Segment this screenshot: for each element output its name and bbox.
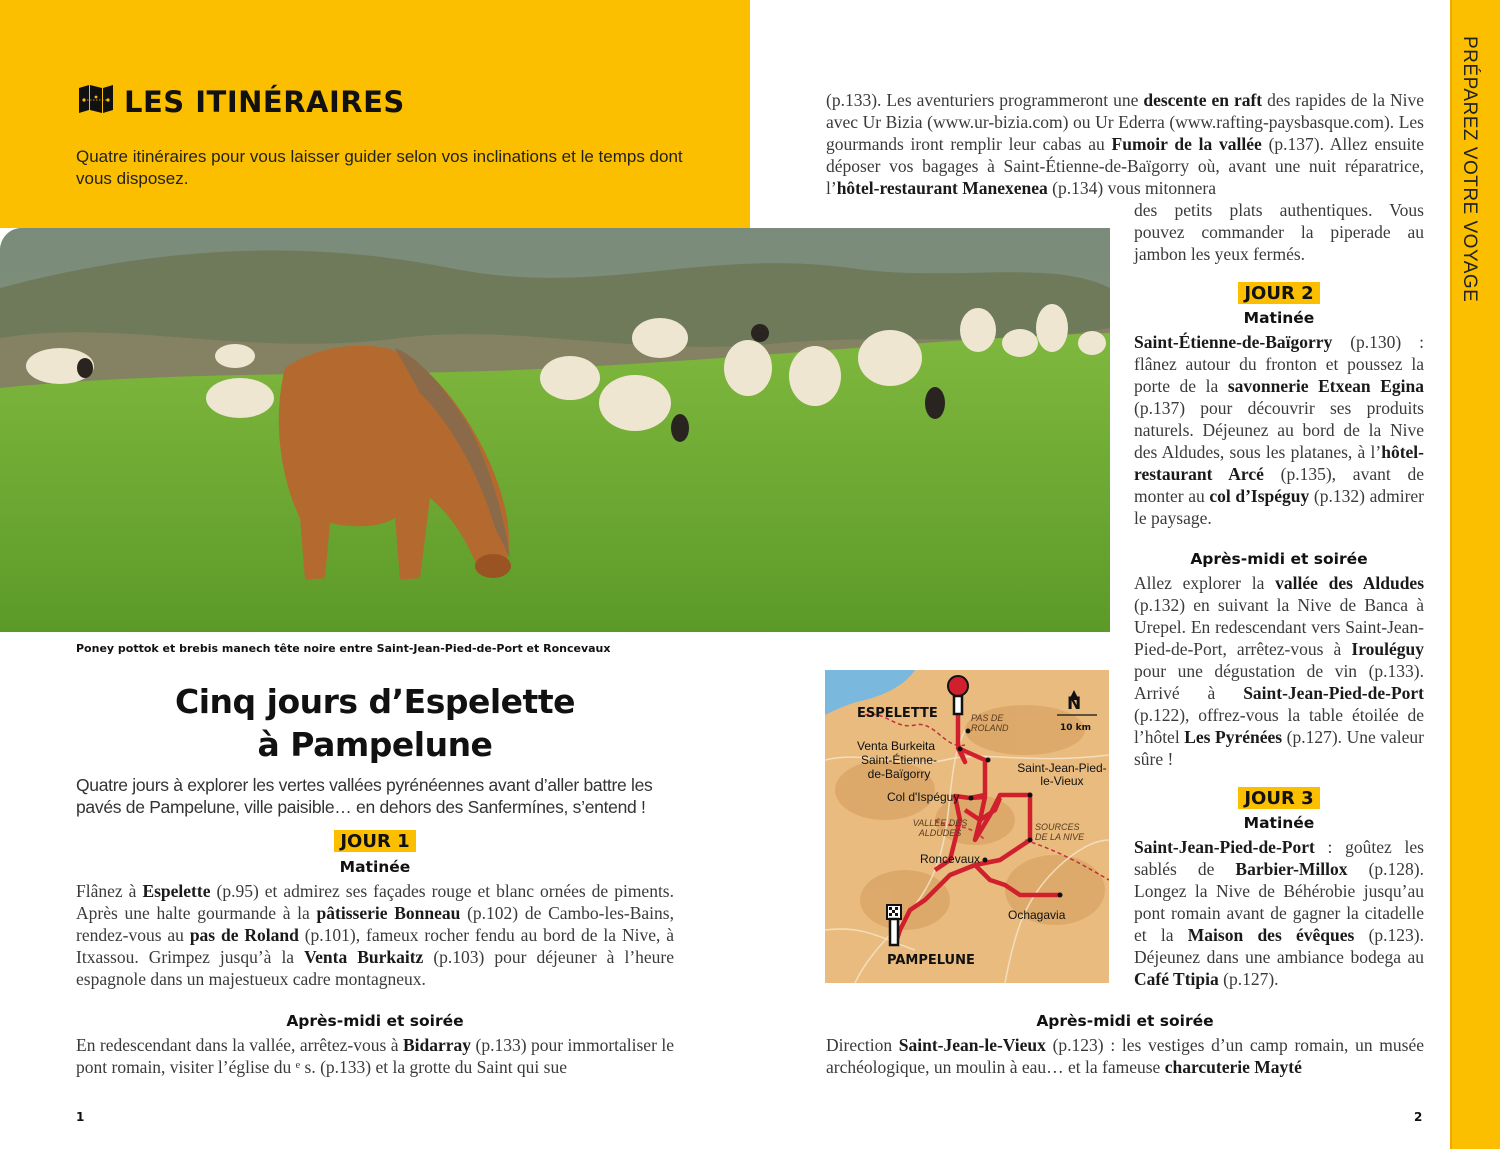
chapter-sidebar-label: PRÉPAREZ VOTRE VOYAGE bbox=[1459, 36, 1480, 303]
day-1-continued-tail: des petits plats authentiques. Vous pouvez commander la piperade au jambon les yeux fermés. bbox=[1134, 200, 1424, 264]
map-label-sources: SOURCES DE LA NIVE bbox=[1035, 822, 1085, 842]
day-1-badge-wrap bbox=[76, 830, 674, 852]
highlighted-place: Café Ttipia bbox=[1134, 969, 1219, 989]
highlighted-place: Venta Burkaitz bbox=[304, 947, 424, 967]
day-3-badge: JOUR 3 bbox=[1238, 787, 1319, 809]
day-2-morning-heading: Matinée bbox=[1243, 309, 1315, 327]
highlighted-place: Saint-Jean-le-Vieux bbox=[898, 1035, 1046, 1055]
day-2-afternoon-heading: Après-midi et soirée bbox=[1190, 550, 1368, 568]
map-label-espelette: ESPELETTE bbox=[857, 706, 938, 721]
map-label-pas-de-roland: PAS DE ROLAND bbox=[971, 713, 1009, 733]
map-label-vallee: VALLÉE DES ALDUDES bbox=[912, 818, 968, 838]
day-1-morning-heading: Matinée bbox=[339, 858, 411, 876]
section-intro: Quatre itinéraires pour vous laisser guider selon vos inclinations et le temps dont vous disposez. bbox=[76, 147, 683, 188]
highlighted-place: Bidarray bbox=[402, 1035, 472, 1055]
day-1-continued-text: (p.133). Les aventuriers programmeront une descente en raft des rapides de la Nive avec Ur Bizia (www.ur-bizia.com) ou Ur Ederra (www.rafting-paysbasque.com). Les gourmands iront remplir leur cabas au Fumoir de la vallée (p.137). Allez ensuite déposer vos bagages à Saint-Étienne-de-Baïgorry où, avant une nuit réparatrice, l’hôtel-restaurant Manexenea (p.134) vous mitonnera bbox=[826, 90, 1425, 198]
page-number-left: 1 bbox=[76, 1110, 85, 1124]
highlighted-place: hôtel-restaurant Manexenea bbox=[836, 178, 1048, 198]
article-lead: Quatre jours à explorer les vertes vallées pyrénéennes avant d’aller battre les pavés de Pampelune, ville paisible… en dehors des Sanfermínes, s’entend ! bbox=[76, 775, 653, 817]
map-icon bbox=[78, 84, 114, 119]
highlighted-place: Saint-Étienne-de-Baïgorry bbox=[1134, 332, 1333, 352]
highlighted-place: Irouléguy bbox=[1351, 639, 1424, 659]
highlighted-place: Saint-Jean-Pied-de-Port bbox=[1134, 837, 1315, 857]
title-line-2: à Pampelune bbox=[257, 725, 493, 764]
map-label-venta: Venta Burkeita bbox=[857, 739, 936, 753]
day-2-afternoon-text: Allez explorer la vallée des Aldudes (p.132) en suivant la Nive de Banca à Urepel. En redescendant vers Saint-Jean-Pied-de-Port, arrêtez-vous à Irouléguy pour une dégustation de vin (p.133). Arrivé à Saint-Jean-Pied-de-Port (p.122), offrez-vous la table étoilée de l’hôtel Les Pyrénées (p.127). Une valeur sûre ! bbox=[1134, 573, 1425, 769]
day-2-badge: JOUR 2 bbox=[1238, 282, 1319, 304]
article-title bbox=[76, 680, 674, 766]
day-2-badge-wrap bbox=[1134, 282, 1424, 304]
map-scale-label: 10 km bbox=[1060, 723, 1092, 733]
highlighted-place: Barbier-Millox bbox=[1235, 859, 1348, 879]
day-3-afternoon-text: Direction Saint-Jean-le-Vieux (p.123) : les vestiges d’un camp romain, un musée archéologique, un moulin à eau… et la fameuse charcuterie Mayté bbox=[826, 1035, 1424, 1077]
map-label-st-jean: Saint-Jean-Pied-le-Vieux bbox=[1017, 761, 1107, 788]
map-label-st-etienne: Saint-Étienne-de-Baïgorry bbox=[860, 753, 938, 781]
highlighted-place: Fumoir de la vallée bbox=[1111, 134, 1262, 154]
day-3-morning-text: Saint-Jean-Pied-de-Port : goûtez les sablés de Barbier-Millox (p.128). Longez la Nive de Béhérobie jusqu’au pont romain avant de gagner la citadelle et la Maison des évêques (p.123). Déjeunez dans une ambiance bodega au Café Ttipia (p.127). bbox=[1134, 837, 1425, 989]
map-north-label: N bbox=[1067, 694, 1082, 714]
highlighted-place: hôtel-restaurant Arcé bbox=[1134, 442, 1424, 484]
highlighted-place: charcuterie Mayté bbox=[1164, 1057, 1302, 1077]
title-line-1: Cinq jours d’Espelette bbox=[175, 682, 575, 721]
map-label-ochagavia: Ochagavia bbox=[1008, 908, 1066, 922]
highlighted-place: col d’Ispéguy bbox=[1209, 486, 1310, 506]
day-2-morning-text: Saint-Étienne-de-Baïgorry (p.130) : flânez autour du fronton et poussez la porte de la savonnerie Etxean Egina (p.137) pour découvrir ses produits naturels. Déjeunez au bord de la Nive des Aldudes, sous les platanes, à l’hôtel-restaurant Arcé (p.135), avant de monter au col d’Ispéguy (p.132) admirer le paysage. bbox=[1134, 332, 1425, 528]
day-1-morning-text: Flânez à Espelette (p.95) et admirez ses façades rouge et blanc ornées de piments. Après une halte gourmande à la pâtisserie Bonneau (p.102) de Cambo-les-Bains, rendez-vous au pas de Roland (p.101), fameux rocher fendu au bord de la Nive, à Itxassou. Grimpez jusqu’à la Venta Burkaitz (p.103) pour déjeuner à l’heure espagnole dans un majestueux cadre montagneux. bbox=[76, 881, 675, 989]
highlighted-place: pas de Roland bbox=[189, 925, 299, 945]
day-3-afternoon-heading: Après-midi et soirée bbox=[1036, 1012, 1214, 1030]
map-label-roncevaux: Roncevaux bbox=[920, 852, 981, 866]
photo-caption: Poney pottok et brebis manech tête noire entre Saint-Jean-Pied-de-Port et Roncevaux bbox=[76, 642, 611, 655]
day-1-afternoon-heading: Après-midi et soirée bbox=[286, 1012, 464, 1030]
day-1-afternoon-text: En redescendant dans la vallée, arrêtez-vous à Bidarray (p.133) pour immortaliser le pont romain, visiter l’église du ᵉ s. (p.133) et la grotte du Saint qui sue bbox=[76, 1035, 674, 1077]
highlighted-place: Maison des évêques bbox=[1187, 925, 1355, 945]
pony-and-sheep-photo bbox=[0, 228, 1110, 632]
highlighted-place: pâtisserie Bonneau bbox=[316, 903, 461, 923]
day-1-badge: JOUR 1 bbox=[334, 830, 415, 852]
day-3-morning-heading: Matinée bbox=[1243, 814, 1315, 832]
highlighted-place: savonnerie Etxean Egina bbox=[1227, 376, 1424, 396]
section-title-text: LES ITINÉRAIRES bbox=[124, 84, 405, 119]
highlighted-place: Les Pyrénées bbox=[1184, 727, 1283, 747]
highlighted-place: Saint-Jean-Pied-de-Port bbox=[1243, 683, 1424, 703]
route-map bbox=[825, 670, 1109, 983]
day-3-badge-wrap bbox=[1134, 787, 1424, 809]
map-label-pampelune: PAMPELUNE bbox=[887, 953, 975, 968]
section-title bbox=[78, 84, 405, 119]
highlighted-place: Espelette bbox=[142, 881, 211, 901]
highlighted-place: vallée des Aldudes bbox=[1275, 573, 1425, 593]
page-number-right: 2 bbox=[1414, 1110, 1423, 1124]
map-label-col: Col d'Ispéguy bbox=[887, 790, 960, 804]
highlighted-place: descente en raft bbox=[1143, 90, 1263, 110]
